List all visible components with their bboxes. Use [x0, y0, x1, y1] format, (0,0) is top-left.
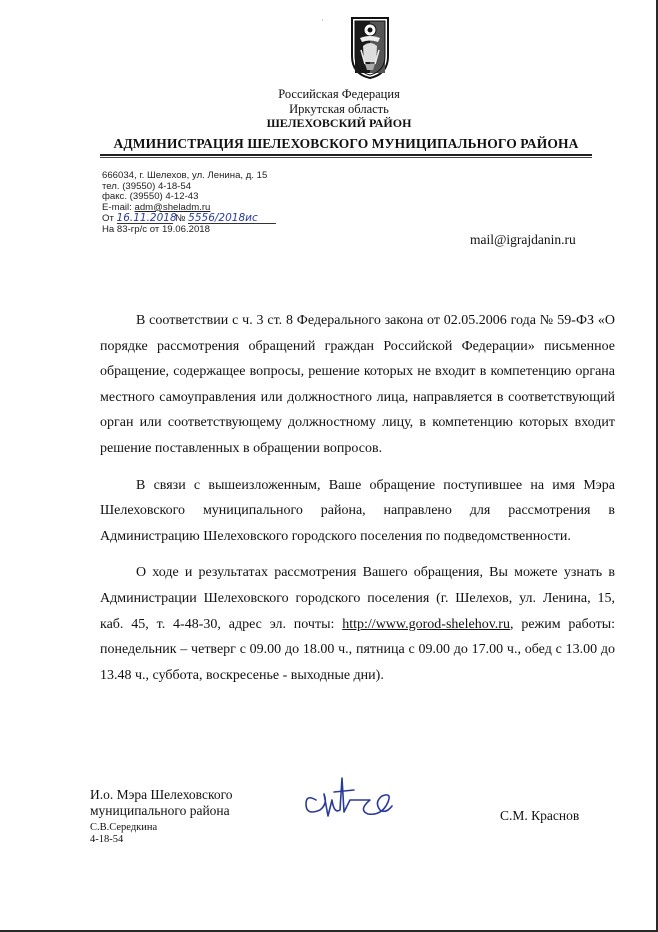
- incoming-reference: На 83-гр/с от 19.06.2018: [102, 223, 210, 235]
- header-divider: [100, 154, 592, 156]
- region-name: Иркутская область: [289, 102, 389, 116]
- phone-number: тел. (39550) 4-18-54: [102, 180, 192, 192]
- handwritten-signature-icon: [298, 770, 403, 830]
- from-label: От: [102, 213, 114, 225]
- organization-title: АДМИНИСТРАЦИЯ ШЕЛЕХОВСКОГО МУНИЦИПАЛЬНОГО РАЙОНА: [113, 136, 579, 151]
- email-link[interactable]: adm@sheladm.ru: [134, 201, 211, 213]
- body-paragraph-1: В соответствии с ч. 3 ст. 8 Федерального закона от 02.05.2006 года № 59-ФЗ «О порядке рассмотрения обращений граждан Российской Федерации» письменное обращение, содержащее вопросы, решение которых не входит в компетенцию органа местного самоуправления или должностного лица, направляется в соответствующий орган или соответствующему должностному лицу, в компетенцию которых входит решение поставленных в обращении вопросов.: [100, 313, 615, 456]
- letter-body: [100, 308, 615, 699]
- signer-position-line-1: И.о. Мэра Шелеховского: [90, 787, 233, 802]
- executor-phone: 4-18-54: [90, 834, 124, 845]
- paragraph-3-text-end: , режим работы: понедельник – четверг с 09.00 до 18.00 ч., пятница с 09.00 до 17.00 ч., обед с 13.00 до 13.48 ч., суббота, воскресенье - выходные дни).: [100, 616, 615, 683]
- country-name: Российская Федерация: [278, 87, 400, 101]
- paragraph-3-text: О ходе и результатах рассмотрения Вашего обращения, Вы можете узнать в Администрации Шелеховского городского поселения (г. Шелехов, ул. Ленина, 15, каб. 45, т. 4-48-30, адрес эл. почты:: [100, 565, 615, 632]
- signer-name: С.М. Краснов: [500, 808, 580, 823]
- sender-address-block: [102, 171, 276, 236]
- executor-info: [90, 822, 157, 846]
- body-paragraph-2: В связи с вышеизложенным, Ваше обращение поступившее на имя Мэра Шелеховского муниципального района, направлено для рассмотрения в Администрацию Шелеховского городского поселения по подведомственности.: [100, 477, 615, 544]
- body-paragraph-3: [100, 560, 615, 688]
- city-website-link[interactable]: http://www.gorod-shelehov.ru: [342, 616, 510, 632]
- coat-of-arms-icon: [349, 16, 391, 80]
- outgoing-date: 16.11.2018: [116, 212, 177, 225]
- signer-position: [90, 787, 233, 819]
- district-name: ШЕЛЕХОВСКИЙ РАЙОН: [266, 116, 412, 130]
- postal-address: 666034, г. Шелехов, ул. Ленина, д. 15: [102, 170, 268, 181]
- executor-name: С.В.Середкина: [90, 822, 158, 833]
- outgoing-number: 5556/2018ис: [188, 213, 276, 224]
- scan-mark: ˈ: [321, 18, 324, 27]
- fax-number: факс. (39550) 4-12-43: [102, 191, 199, 203]
- email-label: E-mail:: [102, 201, 135, 213]
- header-divider-thin: [100, 157, 592, 158]
- number-label: №: [175, 213, 186, 225]
- signer-position-line-2: муниципального района: [90, 803, 230, 818]
- recipient-address: mail@igrajdanin.ru: [470, 232, 576, 247]
